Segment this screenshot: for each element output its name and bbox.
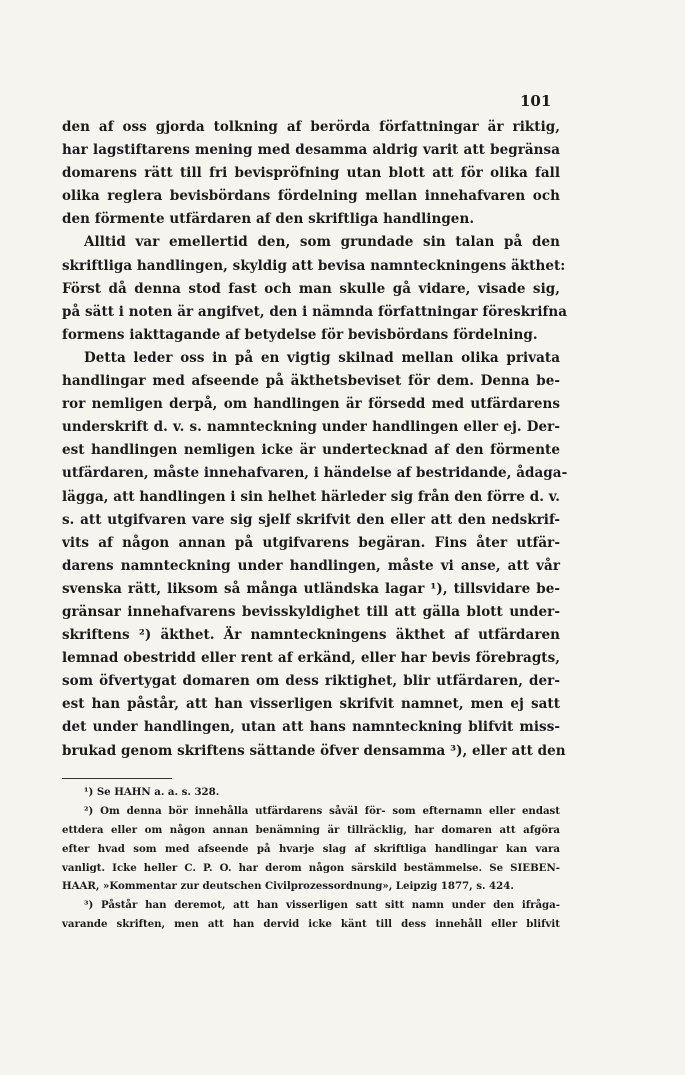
footnote-line: varande skriften, men att han dervid icke känt till dess innehåll eller blifvit xyxy=(62,918,560,931)
body-line: lemnad obestridd eller rent af erkänd, eller har bevis förebragts, xyxy=(62,650,560,667)
footnote-line: ³) Påstår han deremot, att han visserligen satt sitt namn under den ifråga- xyxy=(84,899,560,912)
body-line: svenska rätt, liksom så många utländska lagar ¹), tillsvidare be- xyxy=(62,580,560,597)
footnotes xyxy=(62,783,560,934)
body-line: skriftens ²) äkthet. Är namnteckningens äkthet af utfärdaren xyxy=(62,627,560,644)
body-line: underskrift d. v. s. namnteckning under handlingen eller ej. Der- xyxy=(62,419,560,436)
body-line: på sätt i noten är angifvet, den i nämnda författningar föreskrifna xyxy=(62,303,568,320)
footnote-divider xyxy=(62,778,172,779)
body-line: domarens rätt till fri bevispröfning utan blott att för olika fall xyxy=(62,165,560,182)
body-line: skriftliga handlingen, skyldig att bevisa namnteckningens äkthet: xyxy=(62,257,566,274)
footnote-line: efter hvad som med afseende på hvarje slag af skriftliga handlingar kan vara xyxy=(62,842,560,855)
body-line: Först då denna stod fast och man skulle gå vidare, visade sig, xyxy=(62,280,560,297)
body-line: Alltid var emellertid den, som grundade sin talan på den xyxy=(84,234,560,251)
body-line: est han påstår, att han visserligen skrifvit namnet, men ej satt xyxy=(62,696,560,713)
body-line: Detta leder oss in på en vigtig skilnad mellan olika privata xyxy=(84,349,560,366)
body-text xyxy=(62,116,568,763)
body-line: ror nemligen derpå, om handlingen är försedd med utfärdarens xyxy=(62,396,560,413)
body-line: lägga, att handlingen i sin helhet härleder sig från den förre d. v. xyxy=(62,488,560,505)
footnote-line: vanligt. Icke heller C. P. O. har derom någon särskild bestämmelse. Se SIEBEN- xyxy=(62,861,560,874)
page-number: 101 xyxy=(520,92,552,110)
body-line: gränsar innehafvarens bevisskyldighet till att gälla blott under- xyxy=(62,603,560,620)
body-line: brukad genom skriftens sättande öfver densamma ³), eller att den xyxy=(62,742,566,759)
footnote-line: ²) Om denna bör innehålla utfärdarens såväl för- som efternamn eller endast xyxy=(84,804,560,817)
body-line: den af oss gjorda tolkning af berörda författningar är riktig, xyxy=(62,119,560,135)
body-line: handlingar med afseende på äkthetsbeviset för dem. Denna be- xyxy=(62,373,560,390)
footnote-line: ettdera eller om någon annan benämning är tillräcklig, har domaren att afgöra xyxy=(62,823,560,836)
body-line: det under handlingen, utan att hans namnteckning blifvit miss- xyxy=(62,719,560,736)
body-line: formens iakttagande af betydelse för bevisbördans fördelning. xyxy=(62,326,538,343)
body-line: darens namnteckning under handlingen, måste vi anse, att vår xyxy=(62,557,560,574)
body-line: s. att utgifvaren vare sig sjelf skrifvit den eller att den nedskrif- xyxy=(62,511,560,528)
body-line: olika reglera bevisbördans fördelning mellan innehafvaren och xyxy=(62,188,560,205)
body-line: som öfvertygat domaren om dess riktighet, blir utfärdaren, der- xyxy=(62,673,560,690)
body-line: vits af någon annan på utgifvarens begäran. Fins åter utfär- xyxy=(62,534,560,551)
body-line: har lagstiftarens mening med desamma aldrig varit att begränsa xyxy=(62,142,560,159)
footnote-line: HAAR, »Kommentar zur deutschen Civilprozessordnung», Leipzig 1877, s. 424. xyxy=(62,880,514,893)
body-line: den förmente utfärdaren af den skriftliga handlingen. xyxy=(62,211,475,228)
body-line: est handlingen nemligen icke är undertecknad af den förmente xyxy=(62,442,560,459)
footnote-line: ¹) Se HAHN a. a. s. 328. xyxy=(84,786,220,798)
body-line: utfärdaren, måste innehafvaren, i händelse af bestridande, ådaga- xyxy=(62,465,568,482)
